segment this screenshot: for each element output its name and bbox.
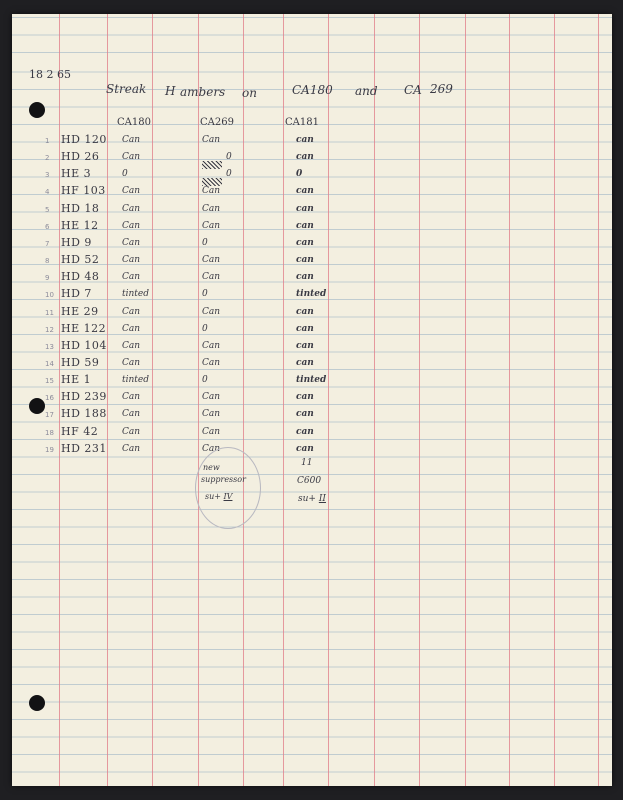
ca269-value: Can: [202, 186, 221, 196]
ca269-value: Can: [202, 427, 221, 437]
ca269-value: 0: [226, 152, 232, 162]
column-header-ca181: CA181: [285, 117, 319, 128]
star-name: HD 59: [61, 356, 100, 369]
punch-hole: [29, 102, 45, 118]
ca181-extra-suppressor: [298, 494, 326, 504]
extra-roman: II: [318, 494, 326, 504]
title-word: H: [165, 84, 176, 98]
note-suppressor-label: [205, 492, 232, 501]
row-number: 15: [45, 377, 54, 385]
column-line: [107, 14, 108, 786]
notebook-page: [12, 14, 612, 786]
ca180-value: Can: [122, 272, 141, 282]
ca269-value: 0: [202, 289, 208, 299]
column-line: [243, 14, 244, 786]
ca181-value: can: [296, 409, 314, 419]
row-number: 1: [45, 137, 50, 145]
ca269-value: 0: [202, 238, 208, 248]
star-name: HD 9: [61, 236, 92, 249]
ca181-value: 0: [296, 169, 303, 179]
star-name: HE 29: [61, 305, 99, 318]
row-number: 18: [45, 429, 54, 437]
ca181-value: can: [296, 427, 314, 437]
ca180-value: Can: [122, 307, 141, 317]
ca181-value: can: [296, 186, 314, 196]
ca181-value: can: [296, 272, 314, 282]
row-number: 2: [45, 154, 50, 162]
row-number: 5: [45, 206, 50, 214]
ca180-value: Can: [122, 341, 141, 351]
row-number: 13: [45, 343, 54, 351]
ca269-value: Can: [202, 341, 221, 351]
column-header-ca180: CA180: [117, 117, 151, 128]
row-number: 3: [45, 171, 50, 179]
margin-line: [59, 14, 60, 786]
star-name: HE 122: [61, 322, 107, 335]
ca181-value: can: [296, 135, 314, 145]
row-number: 17: [45, 411, 54, 419]
ca269-value: Can: [202, 409, 221, 419]
ca180-value: Can: [122, 409, 141, 419]
ca181-value: can: [296, 255, 314, 265]
row-number: 19: [45, 446, 54, 454]
title-word: 269: [430, 82, 453, 96]
ca180-value: Can: [122, 444, 141, 454]
column-line: [198, 14, 199, 786]
ca181-value: tinted: [296, 375, 327, 385]
star-name: HF 103: [61, 184, 106, 197]
row-number: 9: [45, 274, 50, 282]
ca180-value: Can: [122, 221, 141, 231]
ca180-value: Can: [122, 238, 141, 248]
ca180-value: tinted: [122, 375, 149, 385]
note-roman: IV: [223, 492, 233, 501]
title-word: CA: [404, 83, 422, 97]
column-line: [465, 14, 466, 786]
column-line: [374, 14, 375, 786]
star-name: HD 18: [61, 202, 100, 215]
ca181-value: can: [296, 341, 314, 351]
star-name: HD 120: [61, 133, 107, 146]
ca269-value: Can: [202, 135, 221, 145]
ca180-value: Can: [122, 152, 141, 162]
column-line: [328, 14, 329, 786]
ca180-value: Can: [122, 324, 141, 334]
row-number: 8: [45, 257, 50, 265]
ca181-value: can: [296, 392, 314, 402]
ca181-value: can: [296, 204, 314, 214]
star-name: HD 104: [61, 339, 107, 352]
star-name: HD 239: [61, 390, 107, 403]
column-line: [598, 14, 599, 786]
row-number: 14: [45, 360, 54, 368]
row-number: 10: [45, 291, 54, 299]
star-name: HF 42: [61, 425, 99, 438]
ca269-value: Can: [202, 204, 221, 214]
column-line: [152, 14, 153, 786]
row-number: 6: [45, 223, 50, 231]
ca181-value: can: [296, 221, 314, 231]
ca181-value: can: [296, 444, 314, 454]
ca180-value: Can: [122, 358, 141, 368]
ca269-value: Can: [202, 444, 221, 454]
ca181-extra-line: 11: [301, 458, 313, 468]
row-number: 4: [45, 188, 50, 196]
ca269-value: Can: [202, 358, 221, 368]
ca180-value: Can: [122, 255, 141, 265]
title-word: CA180: [292, 83, 333, 97]
ca269-value: Can: [202, 392, 221, 402]
ca181-value: can: [296, 324, 314, 334]
note-circle: [195, 447, 261, 529]
note-line: suppressor: [201, 475, 246, 484]
ca269-value: 0: [226, 169, 232, 179]
extra-prefix: su+: [298, 494, 316, 504]
row-number: 12: [45, 326, 54, 334]
star-name: HE 12: [61, 219, 99, 232]
ca180-value: Can: [122, 392, 141, 402]
ca180-value: Can: [122, 186, 141, 196]
ca181-value: tinted: [296, 289, 327, 299]
date: 18 2 65: [29, 68, 71, 81]
star-name: HD 26: [61, 150, 100, 163]
column-line: [509, 14, 510, 786]
row-number: 11: [45, 309, 54, 317]
ca269-value: 0: [202, 324, 208, 334]
ca180-value: 0: [122, 169, 128, 179]
ca181-value: can: [296, 152, 314, 162]
punch-hole: [29, 695, 45, 711]
star-name: HD 52: [61, 253, 100, 266]
ca180-value: Can: [122, 204, 141, 214]
star-name: HD 48: [61, 270, 100, 283]
ca269-value: Can: [202, 255, 221, 265]
title-word: on: [242, 86, 257, 100]
row-number: 7: [45, 240, 50, 248]
note-line: new: [203, 463, 220, 472]
ca269-value: 0: [202, 375, 208, 385]
title-word: Streak: [106, 82, 147, 96]
ca180-value: tinted: [122, 289, 149, 299]
column-line: [419, 14, 420, 786]
ca181-value: can: [296, 307, 314, 317]
star-name: HE 1: [61, 373, 92, 386]
ca180-value: Can: [122, 135, 141, 145]
ca269-value: Can: [202, 307, 221, 317]
column-line: [554, 14, 555, 786]
column-header-ca269: CA269: [200, 117, 234, 128]
note-prefix: su+: [205, 492, 221, 501]
scribble-mark: [202, 178, 222, 186]
punch-hole: [29, 398, 45, 414]
star-name: HD 231: [61, 442, 107, 455]
star-name: HD 188: [61, 407, 107, 420]
ca269-value: Can: [202, 272, 221, 282]
ca181-extra-line: C600: [297, 476, 322, 486]
ca181-value: can: [296, 358, 314, 368]
ca181-value: can: [296, 238, 314, 248]
row-number: 16: [45, 394, 54, 402]
scribble-mark: [202, 161, 222, 169]
ca180-value: Can: [122, 427, 141, 437]
column-line: [283, 14, 284, 786]
star-name: HE 3: [61, 167, 92, 180]
title-word: and: [355, 84, 378, 98]
title-word: ambers: [180, 85, 226, 99]
ca269-value: Can: [202, 221, 221, 231]
star-name: HD 7: [61, 287, 92, 300]
